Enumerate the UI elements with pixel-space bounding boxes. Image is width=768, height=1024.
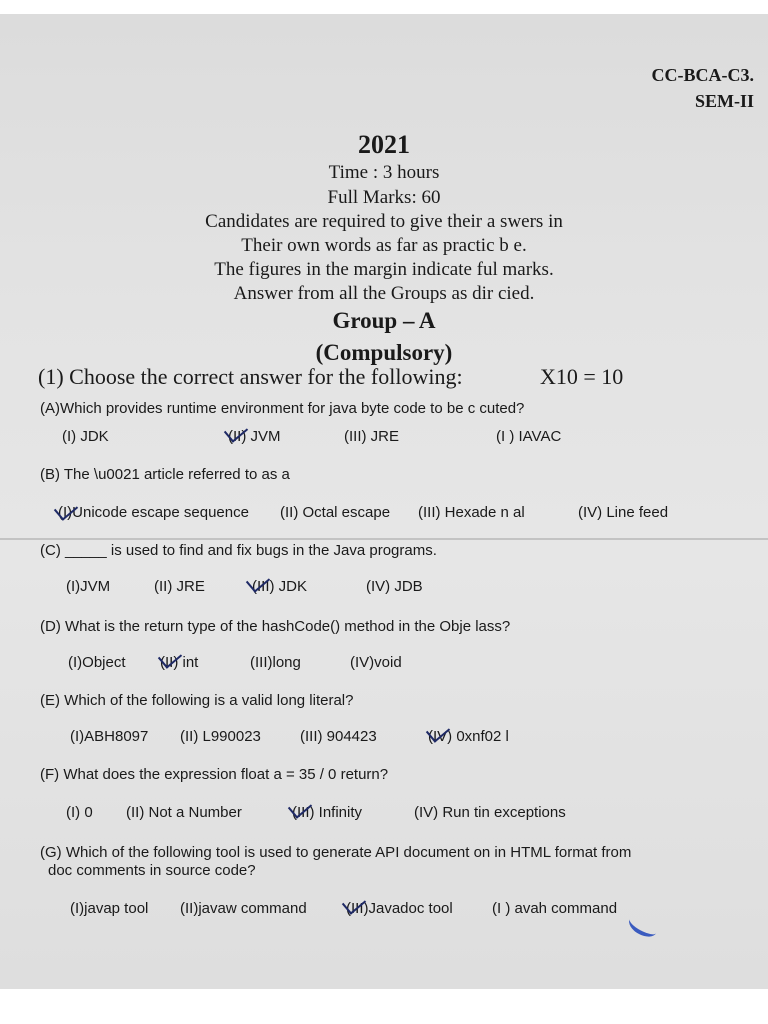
question-b: (B) The \u0021 article referred to as a: [40, 466, 290, 483]
option-d-3: (III)long: [250, 654, 301, 671]
option-f-1: (I) 0: [66, 804, 93, 821]
option-b-4: (IV) Line feed: [578, 504, 669, 521]
instruction-4: Answer from all the Groups as dir cied.: [233, 283, 535, 304]
option-a-2: (II) JVM: [228, 428, 281, 445]
pen-mark-icon: [626, 911, 661, 941]
option-c-4: (IV) JDB: [366, 578, 423, 595]
option-e-1: (I)ABH8097: [70, 728, 149, 745]
question-1-text: (1) Choose the correct answer for the following:: [38, 364, 463, 389]
option-g-1: (I)javap tool: [70, 900, 149, 917]
instruction-1: Candidates are required to give their a swers in: [205, 211, 563, 232]
option-b-3: (III) Hexade n al: [418, 504, 525, 521]
question-e: (E) Which of the following is a valid long literal?: [40, 692, 354, 709]
course-code: [652, 62, 755, 114]
course-code-text: CC-BCA-C3.: [651, 65, 754, 85]
option-d-1: (I)Object: [68, 654, 126, 671]
option-g-3: (III)Javadoc tool: [346, 900, 453, 917]
exam-year: 2021: [358, 130, 410, 159]
option-d-2: (II) int: [160, 654, 199, 671]
question-g-line-2: doc comments in source code?: [48, 862, 256, 879]
full-marks: Full Marks: 60: [327, 187, 441, 208]
paper-fold: [0, 538, 768, 540]
question-d: (D) What is the return type of the hashCode() method in the Obje lass?: [40, 618, 511, 635]
question-f: (F) What does the expression float a = 35 / 0 return?: [40, 766, 389, 783]
question-1: [38, 364, 624, 390]
option-f-2: (II) Not a Number: [126, 804, 242, 821]
option-a-1: (I) JDK: [62, 428, 109, 445]
option-f-3: (III) Infinity: [292, 804, 363, 821]
instruction-2: Their own words as far as practic b e.: [241, 235, 527, 256]
question-a: (A)Which provides runtime environment for java byte code to be c cuted?: [40, 400, 525, 417]
option-b-2: (II) Octal escape: [280, 504, 391, 521]
option-b-1: (I)Unicode escape sequence: [58, 504, 249, 521]
option-a-3: (III) JRE: [344, 428, 399, 445]
semester: SEM-II: [694, 91, 754, 111]
option-e-4: (IV) 0xnf02 l: [428, 728, 509, 745]
option-e-3: (III) 904423: [300, 728, 377, 745]
option-g-2: (II)javaw command: [180, 900, 307, 917]
option-f-4: (IV) Run tin exceptions: [414, 804, 566, 821]
option-a-4: (I ) IAVAC: [496, 428, 562, 445]
group-title: Group – A: [332, 308, 436, 333]
option-e-2: (II) L990023: [180, 728, 261, 745]
exam-paper: [0, 14, 768, 989]
group-subtitle: (Compulsory): [315, 340, 453, 365]
instruction-3: The figures in the margin indicate ful marks.: [214, 259, 554, 280]
question-g: (G) Which of the following tool is used to generate API document on in HTML format from: [40, 844, 632, 861]
option-c-2: (II) JRE: [154, 578, 205, 595]
option-g-4: (I ) avah command: [492, 900, 618, 917]
question-1-marks: X10 = 10: [540, 364, 624, 389]
exam-time: Time : 3 hours: [328, 162, 440, 183]
option-c-1: (I)JVM: [66, 578, 111, 595]
option-d-4: (IV)void: [350, 654, 402, 671]
option-c-3: (III) JDK: [252, 578, 307, 595]
question-c: (C) _____ is used to find and fix bugs in the Java programs.: [40, 542, 437, 559]
